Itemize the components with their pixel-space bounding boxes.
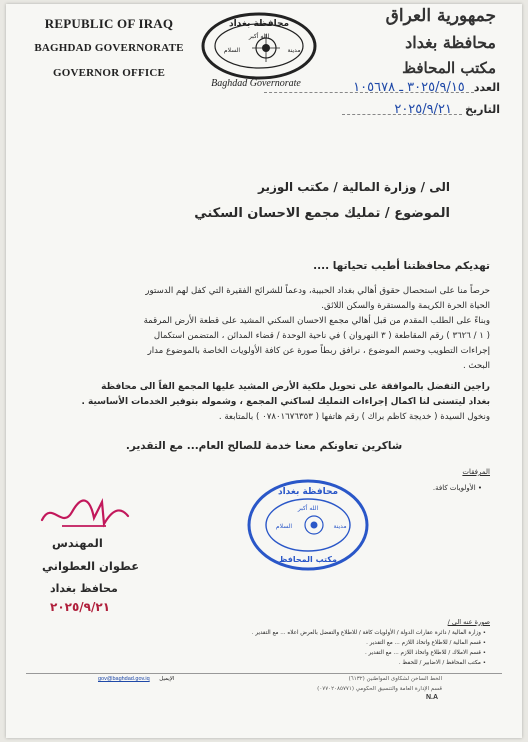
signature-name: عطوان العطواني [42,559,140,573]
footer-email-label: الإيميل [159,676,175,682]
body-line: وبناءً على الطلب المقدم من قبل أهالي مجمع الاحسان السكني المشيد على قطعة الأرض المرقمة [143,316,490,326]
signature-date-row [50,600,110,614]
logo-caption: Baghdad Governorate [211,78,301,89]
header-ar-line1: جمهورية العراق [385,6,496,26]
recipient: الى / وزارة المالية / مكتب الوزير [258,180,450,194]
footer-hotline: الخط الساخن لشكاوى المواطنين (٦١٣٢) [348,676,442,682]
ref-date-line [342,114,462,115]
copies-item: • قسم المالية / للاطلاع واتخاذ اللازم ... مع التقدير . [366,640,486,646]
logo-right-word: مدينة [287,47,301,54]
ref-number-line [264,92,474,93]
body-line: البحث . [462,361,490,371]
body-line: ( ١ / ٣٦٢٦ ) رقم المقاطعة ( ٣ النهروان ) في ناحية الوحدة / قضاء المدائن ، المتضمن استكمال [153,331,490,341]
ref-date-label: التاريخ [465,103,500,116]
document-page [6,4,522,738]
signature-scribble [32,490,132,540]
ref-date-row [320,98,500,120]
stamp-top-text: محافظة بغداد [277,487,339,497]
ref-number-row [270,76,500,98]
header-en-line1: REPUBLIC OF IRAQ [44,16,174,31]
stamp-bottom-text: مكتب المحافظ [279,555,337,564]
header-ar-line3: مكتب المحافظ [402,59,496,77]
body-line: الحياة الحرة الكريمة والمستقرة والسكن اللائق. [321,301,490,311]
handwritten-signature [32,490,132,540]
footer-code: N.A [426,694,439,701]
greeting: تهديكم محافظتنا أطيب تحياتها .... [313,260,490,272]
copies-item: • وزارة المالية / دائرة عقارات الدولة / الأولويات كافة / للاطلاع والتفضل بالعرض اعلاه ... مع التقدير . [251,630,486,636]
subject: الموضوع / تمليك مجمع الاحسان السكني [194,206,450,221]
copies-title: صورة عنه الى / [447,618,490,626]
header-en-line3: GOVERNOR OFFICE [52,67,166,79]
signature-date: ٢٠٢٥/٩/٢١ [50,600,111,614]
ref-number-label: العدد [473,81,500,94]
request-line: ونخول السيدة ( خديجة كاظم براك ) رقم هاتفها ( ٠٧٨٠١٦٧٦٣٥٣ ) بالمتابعة . [218,412,490,422]
logo-ring-text: محافظة بغداد [228,19,290,29]
body-line: إجراءات التطويب وحسم الموضوع ، نرافق ربطاً صورة عن كافة الأولويات الخاصة بالموضوع مدار [147,346,490,356]
stamp-inner-top: الله أكبر [297,505,319,512]
attachments-label: المرفقات [462,468,490,476]
closing: شاكرين تعاونكم معنا خدمة للصالح العام... مع التقدير. [125,440,403,452]
stamp-right-word: مدينة [333,523,347,530]
request-line: راجين التفضل بالموافقة على تحويل ملكية الأرض المشيد عليها المجمع الفاً الى محافظة [101,382,490,392]
footer-coordination: قسم الإدارة العامة والتنسيق الحكومي (٠٧٧٠٢٠٨٥٧٧١) [317,686,442,692]
footer-divider [26,673,502,674]
attachments-item: • الأولويات كافة. [432,484,482,492]
request-line: بغداد ليتسنى لنا اكمال إجراءات التمليك لساكني المجمع ، وشموله بتوفير الخدمات الأساسية . [81,397,490,407]
ref-date-value: ٢٠٢٥/٩/٢١ [394,102,452,117]
signature-title: المهندس [52,536,103,550]
official-stamp [246,478,370,572]
footer-email[interactable]: gov@baghdad.gov.iq [98,676,150,682]
stamp-left-word: السلام [275,523,293,530]
header-en-line2: BAGHDAD GOVERNORATE [34,42,184,54]
copies-item: • مكتب المحافظ / الاضابير / للحفظ . [398,660,486,666]
logo-left-word: السلام [223,47,241,54]
header-ar-line2: محافظة بغداد [405,33,496,52]
ref-number-value: ٣٠٢٥/٩/١٥ ـ ١٠٥٦٧٨ [353,80,465,95]
copies-item: • قسم الاملاك / للاطلاع واتخاذ اللازم ... مع التقدير . [364,650,486,656]
stamp-emblem [246,478,370,572]
logo-inner-top: الله أكبر [248,33,270,40]
body-line: حرصاً منا على استحصال حقوق أهالي بغداد الحبيبة، ودعماً للشرائح الفقيرة التي كفل لهم الدستور [145,286,490,296]
footer-email-row [98,676,174,682]
signature-role: محافظ بغداد [50,582,118,595]
